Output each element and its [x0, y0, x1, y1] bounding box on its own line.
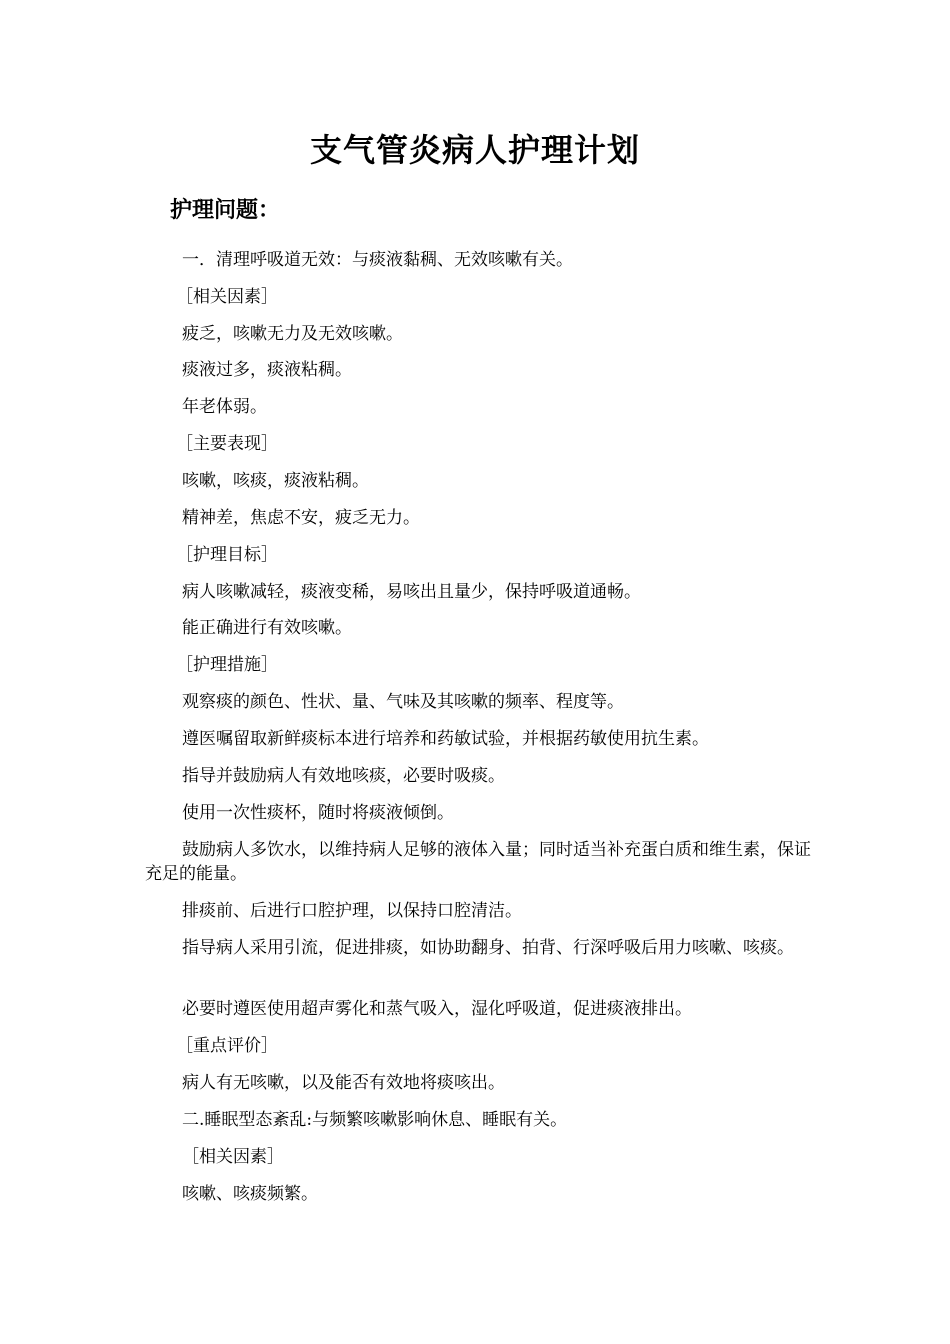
label-nursing-measures: ［护理措施］	[176, 655, 278, 675]
paragraph: 鼓励病人多饮水，以维持病人足够的液体入量；同时适当补充蛋白质和维生素，保证充足的能量。	[145, 840, 811, 884]
paragraph: 咳嗽，咳痰，痰液粘稠。	[182, 471, 369, 491]
label-main-symptoms: ［主要表现］	[176, 434, 278, 454]
paragraph: 指导并鼓励病人有效地咳痰，必要时吸痰。	[182, 766, 505, 786]
paragraph: 使用一次性痰杯，随时将痰液倾倒。	[182, 803, 454, 823]
paragraph: 痰液过多，痰液粘稠。	[182, 360, 352, 380]
paragraph: 咳嗽、咳痰频繁。	[182, 1184, 318, 1204]
label-key-evaluation: ［重点评价］	[176, 1036, 278, 1056]
label-nursing-goals: ［护理目标］	[176, 545, 278, 565]
label-related-factors: ［相关因素］	[182, 1147, 284, 1167]
label-related-factors: ［相关因素］	[176, 287, 278, 307]
paragraph: 排痰前、后进行口腔护理，以保持口腔清洁。	[182, 901, 522, 921]
paragraph: 精神差，焦虑不安，疲乏无力。	[182, 508, 420, 528]
paragraph: 年老体弱。	[182, 397, 267, 417]
paragraph: 指导病人采用引流，促进排痰，如协助翻身、拍背、行深呼吸后用力咳嗽、咳痰。	[182, 938, 794, 958]
paragraph: 能正确进行有效咳嗽。	[182, 618, 352, 638]
paragraph: 病人咳嗽减轻，痰液变稀，易咳出且量少，保持呼吸道通畅。	[182, 582, 641, 602]
paragraph: 疲乏，咳嗽无力及无效咳嗽。	[182, 324, 403, 344]
document-title: 支气管炎病人护理计划	[309, 131, 640, 169]
problem-2-title: 二.睡眠型态紊乱:与频繁咳嗽影响休息、睡眠有关。	[182, 1110, 568, 1130]
paragraph: 遵医嘱留取新鲜痰标本进行培养和药敏试验，并根据药敏使用抗生素。	[182, 729, 709, 749]
paragraph: 病人有无咳嗽，以及能否有效地将痰咳出。	[182, 1073, 505, 1093]
paragraph: 观察痰的颜色、性状、量、气味及其咳嗽的频率、程度等。	[182, 692, 624, 712]
section-heading: 护理问题：	[170, 198, 281, 223]
paragraph: 必要时遵医使用超声雾化和蒸气吸入，湿化呼吸道，促进痰液排出。	[182, 999, 692, 1019]
problem-1-title: 一．清理呼吸道无效：与痰液黏稠、无效咳嗽有关。	[182, 250, 573, 270]
